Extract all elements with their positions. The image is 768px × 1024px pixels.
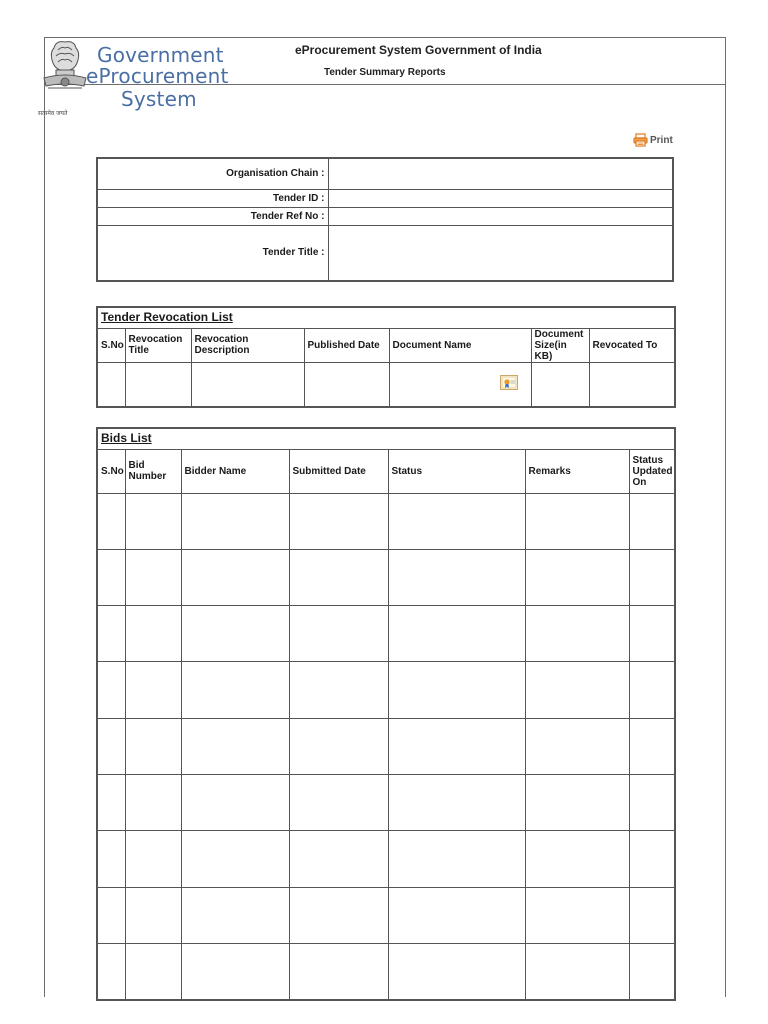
table-cell [629, 493, 675, 549]
table-cell [388, 718, 525, 774]
table-row [97, 774, 675, 830]
column-header: Status [388, 449, 525, 493]
table-cell [289, 606, 388, 662]
tender-id-label: Tender ID : [97, 189, 328, 207]
table-cell [289, 774, 388, 830]
tender-ref-no-label: Tender Ref No : [97, 207, 328, 225]
table-cell [525, 549, 629, 605]
table-cell [181, 943, 289, 999]
table-cell [388, 831, 525, 887]
table-cell [289, 662, 388, 718]
table-cell [388, 493, 525, 549]
revocation-section-title: Tender Revocation List [97, 307, 675, 328]
page-title: eProcurement System Government of India [295, 43, 542, 57]
column-header: S.No [97, 328, 125, 362]
table-cell [525, 606, 629, 662]
column-header: Submitted Date [289, 449, 388, 493]
organisation-chain-value [328, 158, 673, 189]
table-cell [97, 662, 125, 718]
document-name-cell [389, 362, 531, 407]
table-row [97, 943, 675, 999]
table-cell [289, 549, 388, 605]
bids-list-table [96, 427, 676, 1001]
table-cell [125, 831, 181, 887]
table-cell [97, 718, 125, 774]
table-cell [629, 831, 675, 887]
table-cell [388, 549, 525, 605]
table-cell [125, 493, 181, 549]
table-cell [629, 662, 675, 718]
table-cell [289, 943, 388, 999]
bids-table-body [97, 493, 675, 1000]
table-row [97, 606, 675, 662]
table-cell [181, 774, 289, 830]
table-cell [388, 606, 525, 662]
table-row [97, 493, 675, 549]
logo-line-eprocurement: eProcurement [86, 64, 229, 88]
table-row [97, 362, 675, 407]
table-cell [388, 943, 525, 999]
table-cell [125, 887, 181, 943]
table-cell [304, 362, 389, 407]
table-cell [388, 887, 525, 943]
printer-icon [633, 133, 648, 147]
table-cell [629, 718, 675, 774]
revocation-title-row [97, 307, 675, 328]
table-cell [125, 943, 181, 999]
table-cell [97, 887, 125, 943]
table-cell [629, 943, 675, 999]
table-cell [125, 606, 181, 662]
table-cell [191, 362, 304, 407]
document-certificate-icon[interactable] [500, 375, 518, 393]
logo-line-government: Government [97, 43, 224, 67]
table-cell [97, 943, 125, 999]
column-header: Document Name [389, 328, 531, 362]
emblem-motto: सत्यमेव जयते [38, 110, 68, 117]
bids-title-row [97, 428, 675, 449]
column-header: Revocation Title [125, 328, 191, 362]
table-cell [97, 362, 125, 407]
tender-title-label: Tender Title : [97, 225, 328, 281]
table-cell [97, 831, 125, 887]
table-cell [289, 718, 388, 774]
table-cell [97, 493, 125, 549]
tender-title-value [328, 225, 673, 281]
print-button[interactable] [633, 133, 673, 147]
organisation-chain-row [97, 158, 673, 189]
table-cell [125, 718, 181, 774]
tender-ref-no-row [97, 207, 673, 225]
table-cell [181, 718, 289, 774]
table-cell [181, 493, 289, 549]
table-cell [388, 662, 525, 718]
table-cell [181, 549, 289, 605]
table-row [97, 718, 675, 774]
table-cell [589, 362, 675, 407]
table-cell [97, 549, 125, 605]
table-cell [97, 606, 125, 662]
table-cell [629, 549, 675, 605]
logo-line-system: System [121, 87, 197, 111]
table-cell [181, 887, 289, 943]
column-header: Status Updated On [629, 449, 675, 493]
organisation-chain-label: Organisation Chain : [97, 158, 328, 189]
column-header: Bid Number [125, 449, 181, 493]
tender-ref-no-value [328, 207, 673, 225]
revocation-header-row [97, 328, 675, 362]
table-cell [97, 774, 125, 830]
table-cell [125, 362, 191, 407]
column-header: Bidder Name [181, 449, 289, 493]
table-cell [525, 887, 629, 943]
table-cell [525, 774, 629, 830]
table-cell [525, 831, 629, 887]
table-cell [525, 718, 629, 774]
table-cell [125, 662, 181, 718]
table-row [97, 831, 675, 887]
table-row [97, 549, 675, 605]
tender-info-table [96, 157, 674, 282]
table-row [97, 887, 675, 943]
tender-id-row [97, 189, 673, 207]
column-header: Document Size(in KB) [531, 328, 589, 362]
column-header: Published Date [304, 328, 389, 362]
table-cell [629, 606, 675, 662]
table-cell [388, 774, 525, 830]
table-cell [525, 662, 629, 718]
table-cell [629, 887, 675, 943]
table-cell [125, 549, 181, 605]
table-cell [181, 606, 289, 662]
table-cell [289, 493, 388, 549]
table-cell [181, 662, 289, 718]
column-header: S.No [97, 449, 125, 493]
tender-title-row [97, 225, 673, 281]
print-label: Print [650, 134, 673, 146]
table-cell [125, 774, 181, 830]
table-cell [525, 493, 629, 549]
bids-section-title: Bids List [97, 428, 675, 449]
tender-revocation-table [96, 306, 676, 408]
page-subtitle: Tender Summary Reports [324, 67, 446, 78]
table-row [97, 662, 675, 718]
table-cell [525, 943, 629, 999]
column-header: Revocation Description [191, 328, 304, 362]
column-header: Revocated To [589, 328, 675, 362]
table-cell [531, 362, 589, 407]
column-header: Remarks [525, 449, 629, 493]
tender-id-value [328, 189, 673, 207]
table-cell [289, 831, 388, 887]
table-cell [629, 774, 675, 830]
bids-header-row [97, 449, 675, 493]
table-cell [289, 887, 388, 943]
table-cell [181, 831, 289, 887]
